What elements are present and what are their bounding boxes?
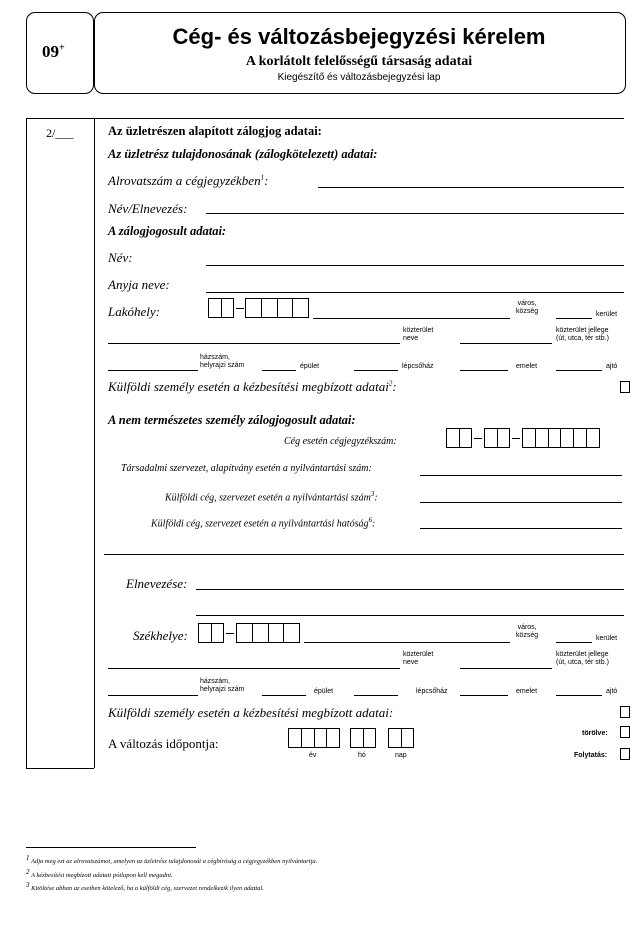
deleted-label: törölve: [582,730,608,737]
footnote-rule [26,847,196,848]
seat-building-label: épület [314,688,334,695]
continued-checkbox[interactable] [620,748,630,760]
foreign-checkbox[interactable] [620,381,630,393]
district-field[interactable] [556,318,592,319]
foreign-authority-field[interactable] [420,528,622,529]
month-boxes[interactable] [350,728,376,748]
staircase-label: lépcsőház [402,363,434,370]
seat-public-area-type-field[interactable] [460,668,552,669]
seat-city-field[interactable] [304,642,510,643]
org-name-field[interactable] [196,589,624,590]
name-field[interactable] [206,213,624,214]
seat-public-area-type-label: közterület jellege (út, utca, tér stb.) [556,651,609,666]
seat-postcode-part1[interactable] [198,623,224,643]
seat-public-area-field[interactable] [108,668,400,669]
footnote-3: $^3$ Kitöltése abban az esetben kötelező, ha a külföldi cég, szervezet rendelkezik ilyen adattal. [26,881,264,893]
building-label: épület [300,363,320,370]
org-name-field-2[interactable] [196,615,624,616]
public-area-field[interactable] [108,343,400,344]
seat-postcode-part2[interactable] [236,623,300,643]
company-reg-dash2 [512,438,520,439]
footnote-2: $^2$ A kézbesítési megbízott adatait pótlapon kell megadni. [26,868,173,880]
floor-field[interactable] [460,370,508,371]
foreign-label: Külföldi személy esetén a kézbesítési megbízott adatai$^2$: [108,379,397,394]
deleted-checkbox[interactable] [620,726,630,738]
change-date-label: A változás időpontja: [108,736,219,751]
seat-district-label: kerület [596,635,618,642]
civil-reg-field[interactable] [420,475,622,476]
seat-house-number-field[interactable] [108,695,198,696]
company-reg-part2[interactable] [484,428,510,448]
building-field[interactable] [262,370,296,371]
person-name-field[interactable] [206,265,624,266]
sub-number-label: Alrovatszám a cégjegyzékben$^1$: [108,173,269,188]
seat-district-field[interactable] [556,642,592,643]
company-reg-part3[interactable] [522,428,600,448]
legal-heading: A nem természetes személy zálogjogosult adatai: [108,413,356,427]
sub-number-field[interactable] [318,187,624,188]
company-reg-part1[interactable] [446,428,472,448]
postcode-dash [236,308,244,309]
separator-line [104,554,624,555]
city-field[interactable] [313,318,510,319]
company-reg-dash1 [474,438,482,439]
form-title: Cég- és változásbejegyzési kérelem [172,24,546,49]
seat-postcode-dash [226,633,234,634]
house-number-label: házszám, helyrajzi szám [200,354,245,369]
mother-name-label: Anyja neve: [108,277,170,292]
civil-reg-label: Társadalmi szervezet, alapítvány esetén a nyilvántartási szám: [121,463,372,474]
day-label: nap [395,752,407,759]
section-bottom-line [26,768,94,769]
foreign2-label: Külföldi személy esetén a kézbesítési megbízott adatai: [108,705,394,720]
seat-door-field[interactable] [556,695,602,696]
name-label: Név/Elnevezés: [108,201,188,216]
staircase-field[interactable] [354,370,398,371]
continued-label: Folytatás: [574,752,608,759]
seat-city-label: város, község [516,624,539,639]
pledgee-heading: A zálogjogosult adatai: [108,224,227,238]
seat-public-area-label: közterület neve [403,651,434,666]
house-number-field[interactable] [108,370,198,371]
foreign-authority-label: Külföldi cég, szervezet esetén a nyilvántartási hatóság$^6$: [151,516,376,530]
foreign-company-reg-field[interactable] [420,502,622,503]
foreign-company-reg-label: Külföldi cég, szervezet esetén a nyilvántartási szám$^3$: [165,490,378,504]
year-label: év [309,752,317,759]
seat-door-label: ajtó [606,688,618,695]
owner-heading: Az üzletrész tulajdonosának (zálogkötelezett) adatai: [108,147,378,161]
seat-building-field[interactable] [262,695,306,696]
sheet-name: Kiegészítő és változásbejegyzési lap [277,72,441,83]
seat-staircase-label: lépcsőház [416,688,448,695]
district-label: kerület [596,311,618,318]
footnote-1: $^1$ Adja meg ezt az alrovatszámot, amelyen az üzletrész tulajdonosát a cégbíróság a cégjegyzékben nyilvántartja. [26,854,318,866]
public-area-type-label: közterület jellege (út, utca, tér stb.) [556,327,609,342]
floor-label: emelet [516,363,538,370]
seat-floor-label: emelet [516,688,538,695]
residence-label: Lakóhely: [108,304,160,319]
month-label: hó [358,752,366,759]
form-code: 09+ [42,42,65,61]
city-label: város, község [516,300,539,315]
section-divider [94,118,95,768]
year-boxes[interactable] [288,728,340,748]
seat-house-number-label: házszám, helyrajzi szám [200,678,245,693]
day-boxes[interactable] [388,728,414,748]
seat-floor-field[interactable] [460,695,508,696]
postcode-part2[interactable] [245,298,309,318]
section-left-border [26,118,27,768]
mother-name-field[interactable] [206,292,624,293]
section-number: 2/___ [46,126,74,140]
postcode-part1[interactable] [208,298,234,318]
form-subtitle: A korlátolt felelősségű társaság adatai [245,54,473,69]
seat-label: Székhelye: [133,628,188,643]
seat-staircase-field[interactable] [354,695,398,696]
public-area-type-field[interactable] [460,343,552,344]
foreign2-checkbox[interactable] [620,706,630,718]
public-area-label: közterület neve [403,327,434,342]
company-reg-label: Cég esetén cégjegyzékszám: [284,436,397,447]
org-name-label: Elnevezése: [126,576,188,591]
section-heading: Az üzletrészen alapított zálogjog adatai: [108,124,322,138]
person-name-label: Név: [108,250,133,265]
section-top-line [26,118,624,119]
door-label: ajtó [606,363,618,370]
door-field[interactable] [556,370,602,371]
